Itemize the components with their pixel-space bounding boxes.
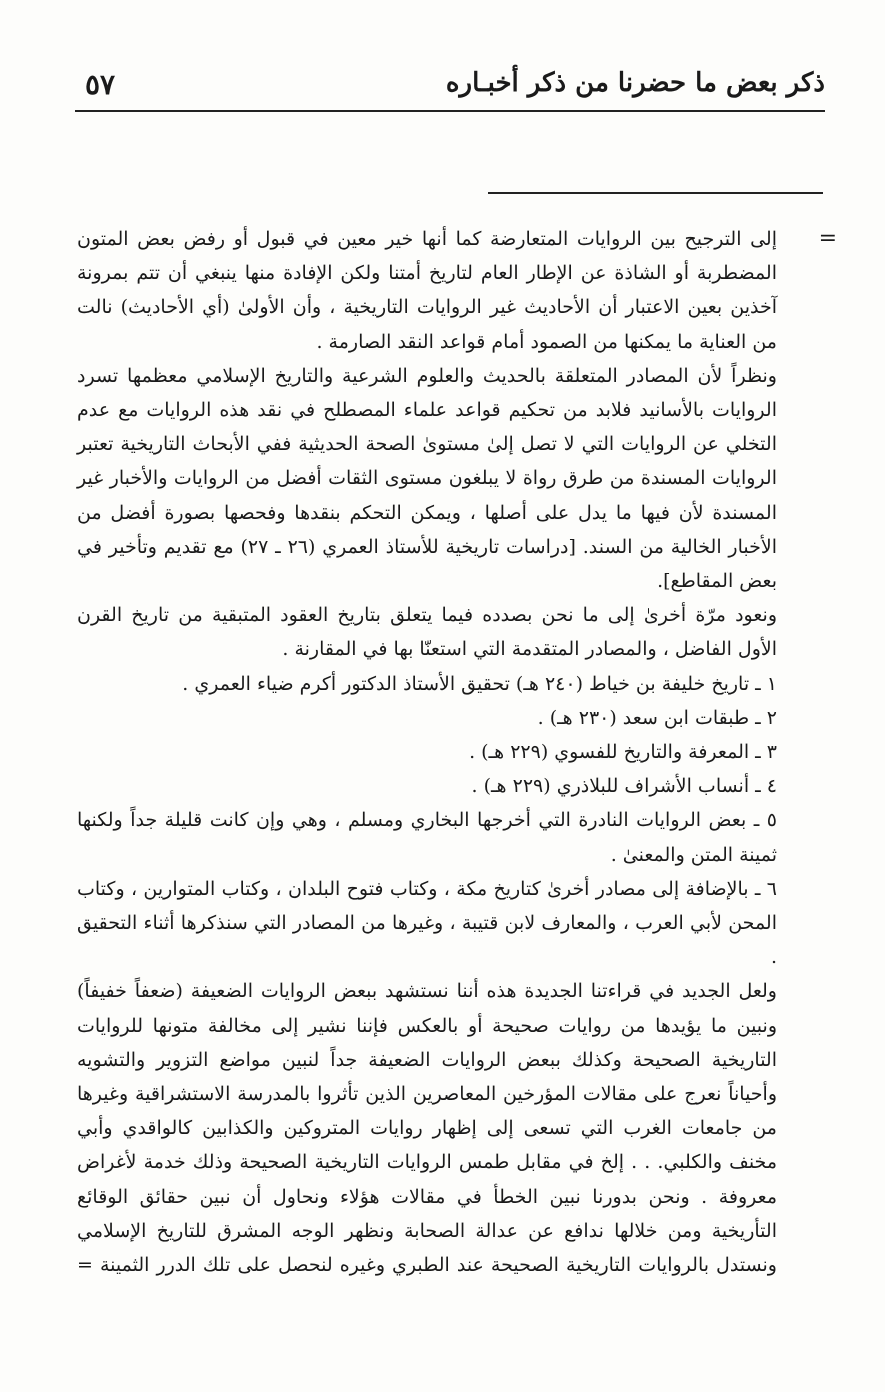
running-header [75,60,825,112]
list-item-6: ٦ ـ بالإضافة إلى مصادر أخرىٰ كتاريخ مكة ، وكتاب فتوح البلدان ، وكتاب المتوارين ، وكتاب المحن لأبي العرب ، والمعارف لابن قتيبة ، وغيرها من المصادر التي سنذكرها أثناء التحقيق . [77,877,777,969]
paragraph-sources-isnad: ونظراً لأن المصادر المتعلقة بالحديث والعلوم الشرعية والتاريخ الإسلامي معظمها تسرد الروايات بالأسانيد فلابد من تحكيم قواعد علماء المصطلح في نقد هذه الروايات مع عدم التخلي عن الروايات التي لا تصل إلىٰ مستوىٰ الصحة الحديثية ففي الأبحاث التاريخية تعتبر الروايات المسندة من طرق رواة لا يبلغون مستوى الثقات أفضل من الروايات والأخبار غير المسندة لأن فيها ما يدل على أصلها ، ويمكن التحكم بنقدها وفحصها بصورة أفضل من الأخبار الخالية من السند. [دراسات تاريخية للأستاذ العمري (٢٦ ـ ٢٧) مع تقديم وتأخير في بعض المقاطع]. [77,364,777,593]
list-item-2: ٢ ـ طبقات ابن سعد (٢٣٠ هـ) . [537,706,777,729]
header-title: ذكر بعض ما حضرنا من ذكر أخبـاره [445,68,825,98]
list-item-1: ١ ـ تاريخ خليفة بن خياط (٢٤٠ هـ) تحقيق الأستاذ الدكتور أكرم ضياء العمري . [182,672,777,695]
list-item-5: ٥ ـ بعض الروايات النادرة التي أخرجها البخاري ومسلم ، وهي وإن كانت قليلة جداً ولكنها ثمينة المتن والمعنىٰ . [77,809,777,866]
page-number: ٥٧ [85,68,116,101]
paragraph-new-reading: ولعل الجديد في قراءتنا الجديدة هذه أننا نستشهد ببعض الروايات الضعيفة (ضعفاً خفيفاً) ونبين ما يؤيدها من روايات صحيحة أو بالعكس فإننا نشير إلى مخالفة متونها للروايات التاريخية الصحيحة وكذلك ببعض الروايات الضعيفة جداً لنبين مواضع التزوير والتشويه وأحياناً نعرج على مقالات المؤرخين المعاصرين الذين تأثروا بالمدرسة الاستشراقية وغيرها من جامعات الغرب التي تسعى إلى إظهار روايات المتروكين والكذابين كالواقدي وأبي مخنف والكلبي. . . إلخ في مقابل طمس الروايات التاريخية الصحيحة وذلك خدمة لأغراض معروفة . ونحن بدورنا نبين الخطأ في مقالات هؤلاء ونحاول أن نبين حقائق الوقائع التأريخية ومن خلالها ندافع عن عدالة الصحابة ونظهر الوجه المشرق للتاريخ الإسلامي ونستدل بالروايات التاريخية الصحيحة عند الطبري وغيره لنحصل على تلك الدرر الثمينة = [77,980,777,1277]
continuation-mark: = [818,226,837,251]
list-item-4: ٤ ـ أنساب الأشراف للبلاذري (٢٢٩ هـ) . [471,775,777,798]
list-item-3: ٣ ـ المعرفة والتاريخ للفسوي (٢٢٩ هـ) . [469,741,777,764]
paragraph-return: ونعود مرّة أخرىٰ إلى ما نحن بصدده فيما يتعلق بتاريخ العقود المتبقية من تاريخ القرن الأول الفاضل ، والمصادر المتقدمة التي استعنّا بها في المقارنة . [77,604,777,661]
footnote-separator [488,192,823,194]
footnote-body [77,222,777,1282]
paragraph-methodology: إلى الترجيح بين الروايات المتعارضة كما أنها خير معين في قبول أو رفض بعض المتون المضطربة أو الشاذة عن الإطار العام لتاريخ أمتنا ولكن الإفادة منها ينبغي أن تتم بمرونة آخذين بعين الاعتبار أن الأحاديث غير الروايات التاريخية ، وأن الأولىٰ (أي الأحاديث) نالت من العناية ما يمكنها من الصمود أمام قواعد النقد الصارمة . [77,228,777,353]
